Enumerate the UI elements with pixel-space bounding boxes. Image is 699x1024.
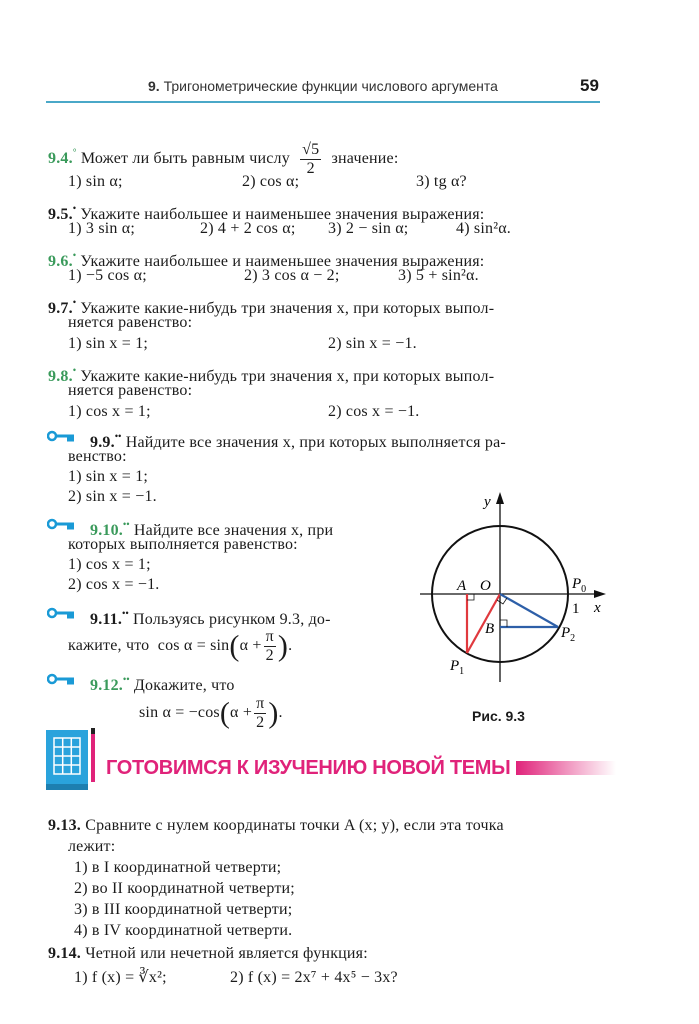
item: 4) sin²α.	[456, 220, 511, 237]
problem-9-13	[48, 816, 504, 836]
y-axis-arrow	[496, 492, 504, 504]
difficulty-mark: •	[72, 297, 77, 307]
paren: (	[219, 696, 231, 730]
running-header	[148, 78, 498, 94]
item: 3) 5 + sin²α.	[398, 267, 479, 284]
punct: .	[278, 704, 283, 722]
label-x: x	[594, 600, 601, 616]
item: 2) cos x = −1.	[68, 576, 160, 593]
item: 3) tg α?	[416, 173, 467, 190]
item: 1) sin x = 1;	[68, 468, 149, 485]
problem-number: 9.6.	[48, 253, 73, 270]
problem-number: 9.4.	[48, 150, 73, 167]
key-icon	[47, 607, 75, 619]
difficulty-mark: •	[72, 365, 77, 375]
problem-9-14	[48, 944, 368, 964]
problem-number: 9.10.	[90, 522, 123, 539]
paren: )	[268, 696, 279, 730]
problem-9-11	[90, 603, 331, 630]
problem-text: венство:	[68, 448, 127, 465]
problem-text: Укажите наибольшее и наименьшее значения выражения:	[80, 206, 485, 223]
item: 1) f (x) = ∛x²;	[74, 969, 167, 986]
difficulty-mark: ••	[123, 519, 130, 529]
problem-text: кажите, что	[68, 637, 150, 655]
item: 2) f (x) = 2x⁷ + 4x⁵ − 3x?	[230, 969, 398, 986]
problem-number: 9.5.	[48, 206, 73, 223]
section-banner-title: ГОТОВИМСЯ К ИЗУЧЕНИЮ НОВОЙ ТЕМЫ	[106, 757, 511, 779]
item: 1) −5 cos α;	[68, 267, 147, 284]
problem-text: Найдите все значения x, при	[133, 522, 334, 539]
item: 2) cos α;	[242, 173, 300, 190]
segment-o-p2	[500, 594, 558, 627]
item: 1) 3 sin α;	[68, 220, 136, 237]
problem-text: Найдите все значения x, при которых выполняется ра-	[125, 434, 506, 451]
chapter-title: Тригонометрические функции числового аргумента	[163, 78, 498, 94]
item: 2) sin x = −1.	[328, 335, 417, 352]
chapter-number: 9.	[148, 78, 160, 94]
label-y: y	[484, 494, 491, 510]
numerator: π	[256, 695, 265, 712]
x-axis-arrow	[594, 590, 606, 598]
key-icon	[47, 518, 75, 530]
figure-caption: Рис. 9.3	[472, 708, 525, 724]
item: 2) cos x = −1.	[328, 403, 420, 420]
formula: α +	[239, 637, 262, 655]
fraction	[300, 141, 321, 178]
problem-text: Пользуясь рисунком 9.3, до-	[133, 611, 331, 628]
problem-text: Укажите какие-нибудь три значения x, при которых выпол-	[80, 300, 495, 317]
difficulty-mark: ••	[122, 608, 129, 618]
denominator: 2	[306, 159, 315, 177]
label-one: 1	[572, 601, 580, 617]
formula: cos α = sin	[157, 637, 230, 655]
formula: sin α = −cos	[139, 704, 220, 722]
denominator: 2	[265, 647, 274, 664]
problem-text: Сравните с нулем координаты точки A (x; y), если эта точка	[85, 817, 504, 834]
label-o: O	[480, 578, 491, 594]
fraction	[264, 628, 276, 665]
formula: α +	[230, 704, 253, 722]
problem-number: 9.7.	[48, 300, 73, 317]
difficulty-mark: °	[72, 147, 77, 157]
problem-text: Четной или нечетной является функция:	[85, 945, 368, 962]
item: 4) в IV координатной четверти.	[74, 922, 293, 939]
item: 1) в I координатной четверти;	[74, 859, 282, 876]
problem-number: 9.9.	[90, 434, 115, 451]
problem-text: значение:	[331, 150, 399, 167]
problem-text: Укажите какие-нибудь три значения x, при которых выпол-	[80, 368, 495, 385]
item: 2) во II координатной четверти;	[74, 880, 295, 897]
key-icon	[47, 673, 75, 685]
label-p0: $P_0$	[572, 576, 587, 595]
problem-text: няется равенство:	[68, 314, 193, 331]
item: 1) sin x = 1;	[68, 335, 149, 352]
label-a: A	[457, 578, 467, 594]
item: 2) 4 + 2 cos α;	[200, 220, 296, 237]
segment-o-p1	[467, 594, 500, 653]
problem-text: Может ли быть равным числу	[80, 150, 290, 167]
label-p1: $P_1$	[450, 658, 465, 677]
problem-text: лежит:	[68, 838, 116, 855]
paren: (	[229, 629, 240, 663]
item: 1) cos x = 1;	[68, 556, 151, 573]
problem-number: 9.8.	[48, 368, 73, 385]
fraction	[254, 695, 266, 732]
problem-text: которых выполняется равенство:	[68, 536, 298, 553]
notebook-icon	[44, 728, 102, 792]
punct: .	[288, 637, 293, 655]
problem-text: Докажите, что	[133, 677, 235, 694]
section-banner	[106, 756, 616, 780]
page-number: 59	[580, 76, 599, 95]
header-rule	[46, 101, 600, 103]
difficulty-mark: ••	[114, 431, 122, 441]
problem-number: 9.11.	[90, 611, 123, 628]
numerator: π	[265, 628, 274, 645]
problem-9-9	[90, 426, 506, 453]
problem-9-11-formula-line	[68, 628, 292, 665]
difficulty-mark: •	[72, 203, 77, 213]
item: 2) 3 cos α − 2;	[244, 267, 340, 284]
difficulty-mark: ••	[123, 674, 130, 684]
item: 3) 2 − sin α;	[328, 220, 409, 237]
numerator: √5	[302, 140, 320, 158]
item: 1) cos x = 1;	[68, 403, 151, 420]
denominator: 2	[256, 714, 265, 731]
problem-text: няется равенство:	[68, 382, 193, 399]
paren: )	[277, 629, 289, 663]
item: 1) sin α;	[68, 173, 123, 190]
problem-number: 9.12.	[90, 677, 123, 694]
problem-9-12	[90, 669, 235, 696]
unit-circle-figure	[420, 480, 620, 702]
problem-9-12-formula	[139, 695, 283, 732]
problem-number: 9.14.	[48, 945, 81, 962]
banner-gradient-bar	[516, 761, 616, 775]
problem-text: Укажите наибольшее и наименьшее значения выражения:	[80, 253, 485, 270]
problem-number: 9.13.	[48, 817, 81, 834]
item: 2) sin x = −1.	[68, 488, 157, 505]
key-icon	[47, 430, 75, 442]
difficulty-mark: •	[72, 250, 77, 260]
label-p2: $P_2$	[561, 625, 576, 644]
item: 3) в III координатной четверти;	[74, 901, 293, 918]
label-b: B	[485, 621, 495, 637]
